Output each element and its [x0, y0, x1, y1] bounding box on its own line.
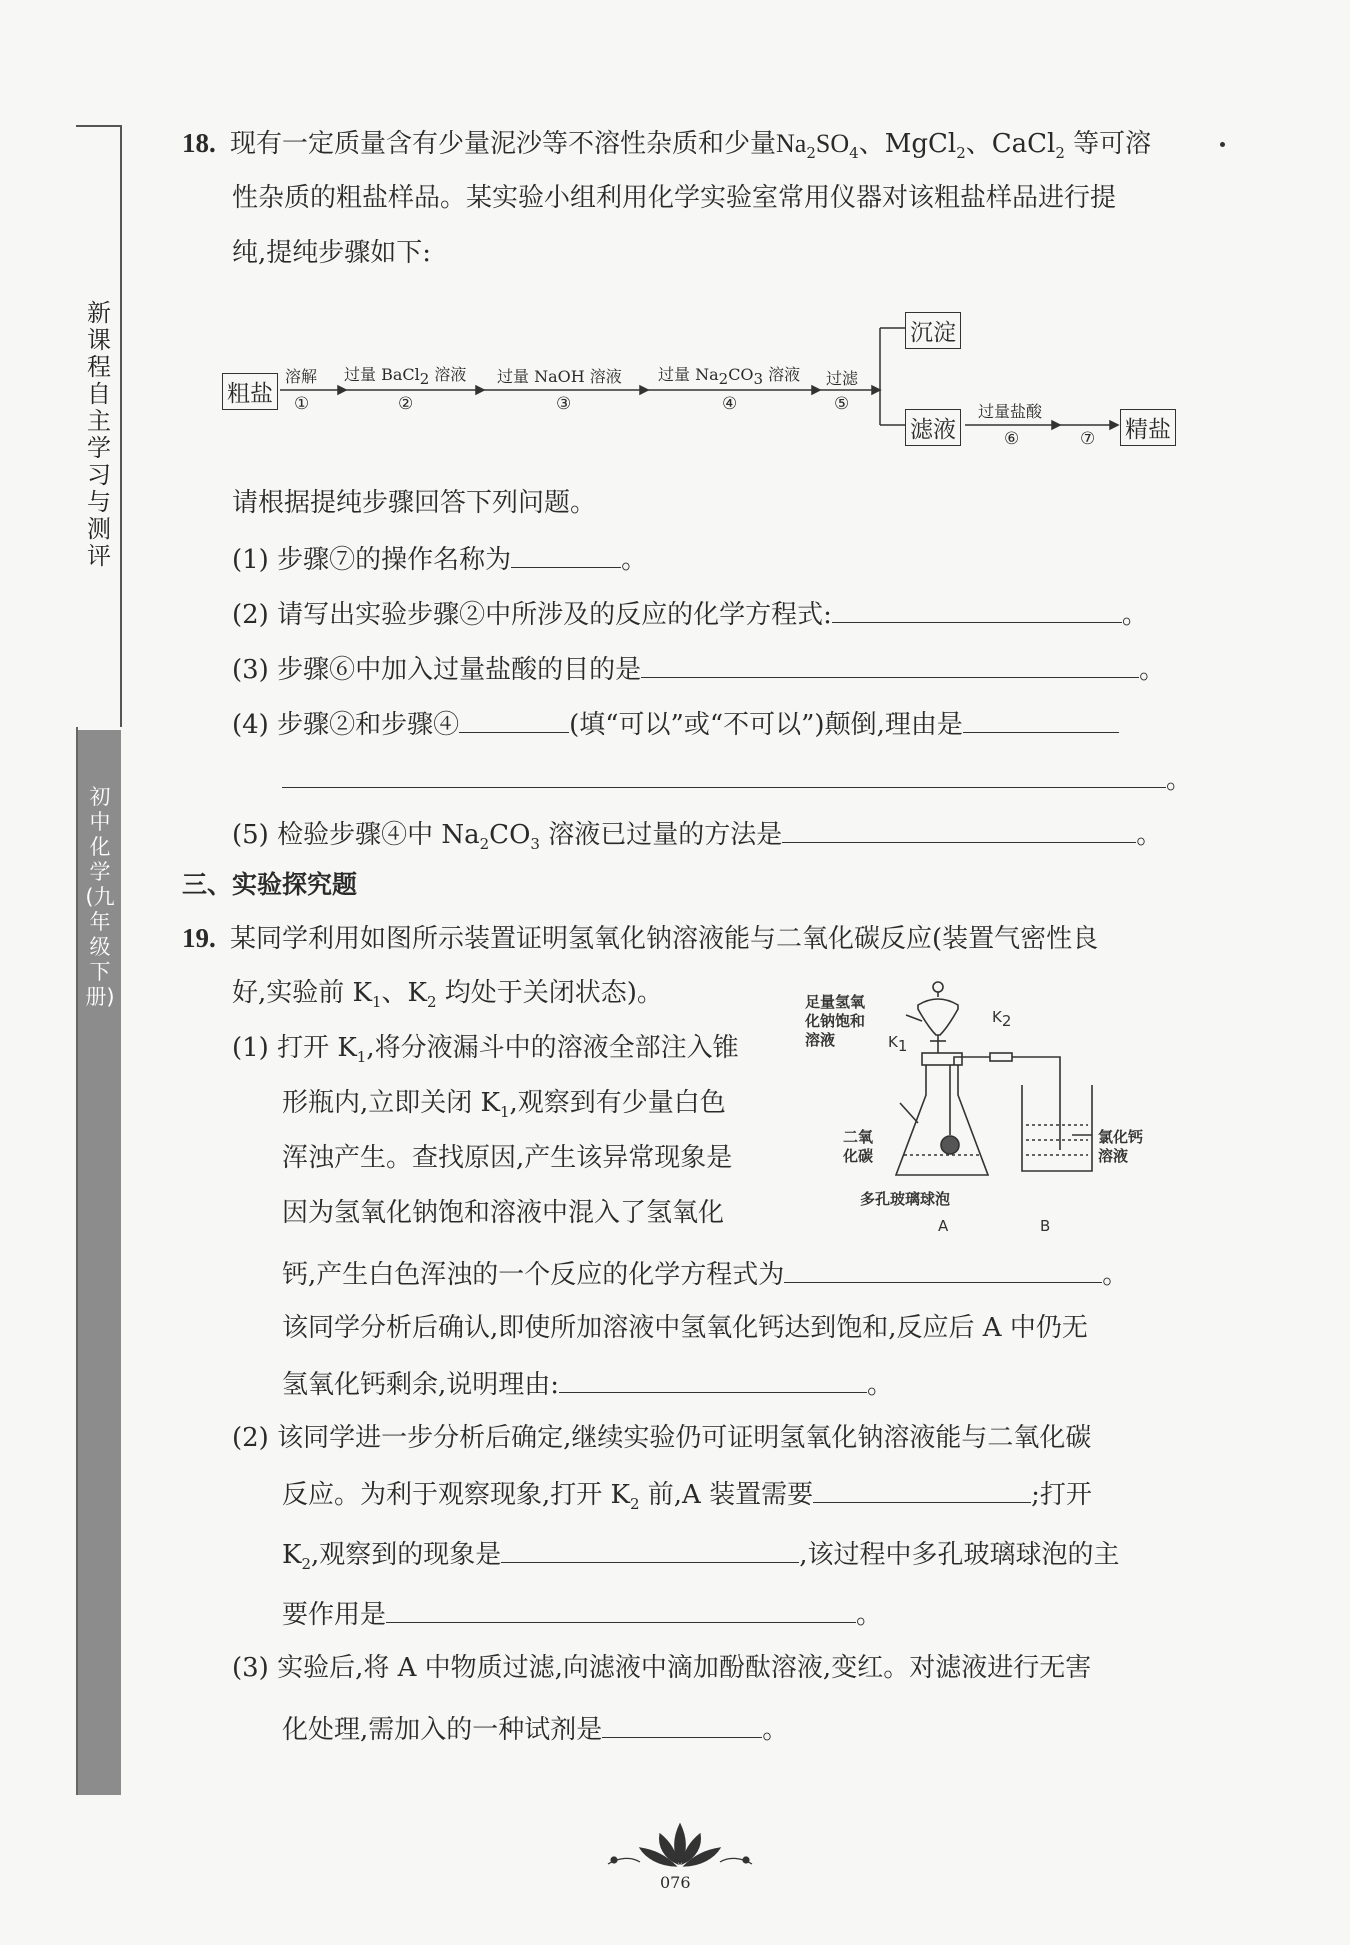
label-cacl2-solution: 氯化钙 溶液	[1098, 1128, 1144, 1165]
q19-p2-line4: 要作用是 。	[282, 1600, 883, 1630]
answer-blank[interactable]	[386, 1598, 856, 1623]
q19-p2-line1: (2) 该同学进一步分析后确定,继续实验仍可证明氢氧化钠溶液能与二氧化碳	[232, 1423, 1092, 1453]
flow-step2-label: 过量 BaCl$_2$ 溶液	[344, 365, 467, 389]
q18-sub3: (3) 步骤⑥中加入过量盐酸的目的是 。	[232, 655, 1166, 685]
flow-step1-num: ①	[294, 394, 310, 414]
label-naoh-solution: 足量氢氧 化钠饱和 溶液	[805, 993, 866, 1049]
q19-number: 19.	[182, 923, 216, 953]
answer-blank[interactable]	[782, 818, 1136, 843]
q19-p1-line3: 浑浊产生。查找原因,产生该异常现象是	[282, 1143, 733, 1173]
q18-line3: 纯,提纯步骤如下:	[232, 238, 432, 268]
answer-blank[interactable]	[784, 1258, 1102, 1283]
q18-sub4-cont: 。	[282, 763, 1192, 795]
flow-step4-num: ④	[722, 394, 738, 414]
answer-blank[interactable]	[282, 763, 1166, 788]
q19-p1-line2: 形瓶内,立即关闭 $K_1$,观察到有少量白色	[282, 1088, 726, 1122]
q19-p1-line6: 该同学分析后确认,即使所加溶液中氢氧化钙达到饱和,反应后 A 中仍无	[282, 1313, 1088, 1343]
flow-step5-label: 过滤	[826, 369, 859, 388]
label-porous-bubble: 多孔玻璃球泡	[860, 1190, 951, 1208]
flow-precipitate: 沉淀	[905, 312, 961, 349]
q19-p3-line1: (3) 实验后,将 A 中物质过滤,向滤液中滴加酚酞溶液,变红。对滤液进行无害	[232, 1653, 1092, 1683]
label-a: A	[938, 1217, 949, 1235]
q19-p3-line2: 化处理,需加入的一种试剂是 。	[282, 1715, 789, 1745]
page-number: 076	[660, 1873, 691, 1892]
section-heading: 三、实验探究题	[182, 870, 358, 899]
flow-step6-label: 过量盐酸	[978, 402, 1043, 421]
q19-p1-line4: 因为氢氧化钠饱和溶液中混入了氢氧化	[282, 1198, 725, 1228]
answer-blank[interactable]	[501, 1538, 799, 1563]
series-title: 新课程自主学习与测评	[87, 299, 111, 570]
q18-sub5: (5) 检验步骤④中 $Na_2CO_3$ 溶液已过量的方法是 。	[232, 820, 1163, 854]
answer-blank[interactable]	[813, 1478, 1031, 1503]
q19-p1-line5: 钙,产生白色浑浊的一个反应的化学方程式为 。	[282, 1260, 1129, 1290]
footer-ornament-icon	[600, 1822, 760, 1872]
answer-blank[interactable]	[511, 543, 621, 568]
q18-prompt: 请根据提纯步骤回答下列问题。	[232, 488, 597, 518]
q19-p2-line3: $K_2$,观察到的现象是 ,该过程中多孔玻璃球泡的主	[282, 1540, 1120, 1574]
flow-step5-num: ⑤	[834, 394, 850, 414]
q18-sub2: (2) 请写出实验步骤②中所涉及的反应的化学方程式: 。	[232, 600, 1148, 630]
flow-filtrate: 滤液	[905, 409, 961, 446]
q19-line2: 好,实验前 $K_1$、$K_2$ 均处于关闭状态)。	[232, 978, 663, 1012]
q18-number: 18.	[182, 128, 216, 158]
answer-blank[interactable]	[559, 1368, 867, 1393]
q18-line1: 18. 现有一定质量含有少量泥沙等不溶性杂质和少量$Na_2SO_4$、MgCl$_2$、CaCl$_2$ 等可溶	[182, 128, 1152, 163]
answer-blank[interactable]	[459, 708, 569, 733]
answer-blank[interactable]	[602, 1713, 762, 1738]
flow-step4-label: 过量 $Na_2CO_3$ 溶液	[658, 365, 801, 389]
flow-step3-num: ③	[556, 394, 572, 414]
flow-refined-salt: 精盐	[1120, 409, 1176, 446]
answer-blank[interactable]	[963, 708, 1119, 733]
q19-p1-line1: (1) 打开 $K_1$,将分液漏斗中的溶液全部注入锥	[232, 1033, 739, 1067]
flow-step6-num: ⑥	[1004, 429, 1020, 449]
q19-p1-line7: 氢氧化钙剩余,说明理由: 。	[282, 1370, 894, 1400]
flow-step2-num: ②	[398, 394, 414, 414]
flow-step3-label: 过量 NaOH 溶液	[497, 367, 622, 386]
label-co2: 二氧 化碳	[843, 1128, 874, 1165]
label-k2: $K_2$	[992, 1008, 1012, 1030]
q19-line1: 19. 某同学利用如图所示装置证明氢氧化钠溶液能与二氧化碳反应(装置气密性良	[182, 923, 1099, 954]
flow-step1-label: 溶解	[285, 367, 318, 386]
q19-p2-line2: 反应。为利于观察现象,打开 $K_2$ 前,A 装置需要 ;打开	[282, 1480, 1092, 1514]
label-k1: $K_1$	[888, 1033, 908, 1055]
label-b: B	[1040, 1217, 1051, 1235]
answer-blank[interactable]	[832, 598, 1122, 623]
purification-flow-lines	[0, 0, 1350, 470]
flow-crude-salt: 粗盐	[222, 373, 278, 410]
book-subject: 初中化学(九年级下册)	[85, 785, 115, 1009]
answer-blank[interactable]	[641, 653, 1139, 678]
q18-sub1: (1) 步骤⑦的操作名称为 。	[232, 545, 648, 575]
flow-step7-num: ⑦	[1080, 429, 1096, 449]
q18-line2: 性杂质的粗盐样品。某实验小组利用化学实验室常用仪器对该粗盐样品进行提	[232, 183, 1117, 213]
q18-sub4: (4) 步骤②和步骤④ (填“可以”或“不可以”)颠倒,理由是	[232, 708, 1119, 740]
